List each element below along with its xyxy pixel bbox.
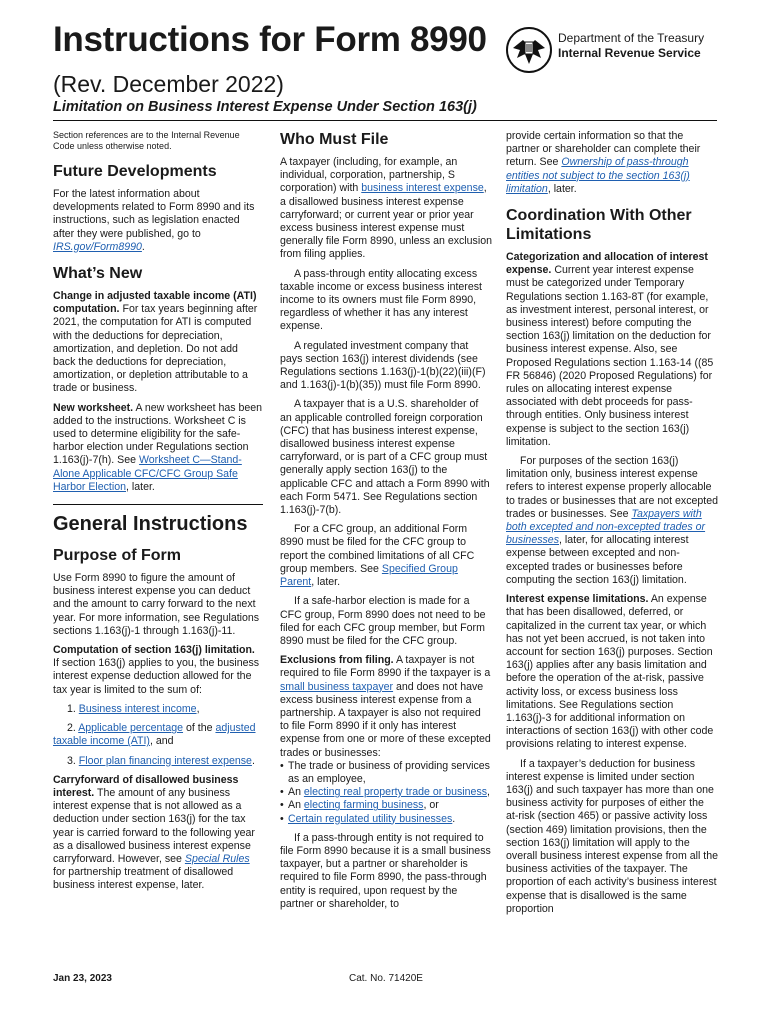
list-item: 1. Business interest income,	[67, 702, 200, 715]
regulated-utility-link[interactable]: Certain regulated utility businesses	[288, 812, 453, 825]
department-name: Department of the Treasury	[558, 31, 705, 45]
list-item: • Certain regulated utility businesses.	[280, 813, 492, 826]
continued-paragraph: provide certain information so that the partner or shareholder can complete their return. See Ownership of pass-through entities not subject to the section 163(j) limitation, later.	[506, 130, 701, 195]
electing-real-property-link[interactable]: electing real property trade or business	[303, 786, 488, 799]
catalog-number: Cat. No. 71420E	[349, 973, 423, 984]
section-references-note: Section references are to the Internal Revenue Code unless otherwise noted.	[53, 130, 240, 151]
pass-through-paragraph: A pass-through entity allocating excess taxable income or excess business interest income to its owners must file Form 8990, regardless of whether it has any interest expense.	[280, 267, 482, 333]
revision-date: (Rev. December 2022)	[53, 71, 284, 97]
carryforward-paragraph: Carryforward of disallowed business interest. The amount of any business interest expense that is not allowed as a deduction under section 163(j) for the tax year is carried forward to the following year as a disallowed business interest expense carryforward. However, see Special Rules for partnership treatment of disallowed business interest expense, later.	[53, 773, 255, 892]
new-worksheet-paragraph: New worksheet. A new worksheet has been added to the instructions. Worksheet C is used to determine eligibility for the safe-harbor election under Regulations section 1.163(j)-7(h). See Worksheet C—Stand-Alone Applicable CFC/CFC Group Safe Harbor Election, later.	[53, 401, 263, 493]
excepted-businesses-list	[280, 760, 492, 826]
footer-date: Jan 23, 2023	[53, 973, 112, 984]
list-item: 3. Floor plan financing interest expense.	[67, 754, 255, 767]
business-interest-expense-link[interactable]: business interest expense	[361, 182, 484, 195]
header-rule	[53, 120, 717, 121]
business-interest-income-link[interactable]: Business interest income	[78, 702, 197, 715]
business-interest-purpose-paragraph: For purposes of the section 163(j) limitation only, business interest expense refers to interest expense properly allocable to trades or businesses that are not excepted trades or businesses. See Taxpayers with both excepted and non-excepted trades or businesses, later, for allocating interest expense between excepted and non-excepted trades or businesses before computing the section 163(j) limitation.	[506, 455, 719, 586]
purpose-of-form-heading: Purpose of Form	[53, 547, 182, 565]
applicable-percentage-link[interactable]: Applicable percentage	[78, 722, 184, 735]
general-instructions-heading: General Instructions	[53, 504, 263, 536]
column-2	[280, 130, 492, 917]
list-item: 2. Applicable percentage of the adjusted taxable income (ATI), and	[53, 722, 256, 748]
purpose-text: Use Form 8990 to figure the amount of business interest expense you can deduct and the amount to carry forward to the next year. For more information, see Regulations sections 1.163(j)-1 through 1.163(j)-11.	[53, 572, 260, 637]
exclusions-paragraph: Exclusions from filing. A taxpayer is not required to file Form 8990 if the taxpayer is a small business taxpayer and does not have excess business interest expense from a partnership. A taxpayer is also not required to file Form 8990 if it only has interest expense from one or more of these excepted trades or businesses:	[280, 654, 491, 759]
column-1	[53, 130, 263, 899]
list-item: • An electing farming business, or	[280, 799, 492, 812]
categorization-paragraph: Categorization and allocation of interest expense. Current year interest expense must be categorized under Temporary Regulations section 1.163-8T (for example, as investment interest, personal interest, or business interest) before computing the section 163(j) limitation on the deduction for business interest expense. Also, see Proposed Regulations section 1.163-14 ((85 FR 56846) (2020 Proposed Regulations) for rules on allocating interest expense associated with debt proceeds for pass-through entities. Only business interest expense is subject to the section 163(j) limitation.	[506, 251, 714, 448]
agency-name: Internal Revenue Service	[558, 46, 701, 60]
future-developments-text: For the latest information about developments related to Form 8990 and its instructions, such as legislation enacted after they were published, go to IRS.gov/Form8990.	[53, 188, 255, 253]
list-item: • An electing real property trade or business,	[280, 786, 492, 799]
who-paragraph: A taxpayer (including, for example, an individual, corporation, partnership, S corporation) with business interest expense, a disallowed business interest expense carryforward; or current year or prior year excess business interest expense must generally file Form 8990, unless an exclusion from filing applies.	[280, 156, 492, 261]
electing-farming-link[interactable]: electing farming business	[303, 799, 424, 812]
multiple-activities-paragraph: If a taxpayer’s deduction for business interest expense is limited under section 163(j) and such taxpayer has more than one business activity for purposes of either the at-risk (section 465) or passive activity loss (section 469) limitation provisions, then the section 163(j) limitation will apply to the overall business interest expense from all the business activities of the taxpayer. The proportion of each activity’s business interest expense that is disallowed is the same proportion	[506, 757, 718, 915]
list-item: • The trade or business of providing services as an employee,	[280, 760, 492, 786]
column-3	[506, 130, 718, 922]
coordination-heading: Coordination With Other Limitations	[506, 207, 692, 244]
small-business-taxpayer-link[interactable]: small business taxpayer	[280, 680, 394, 693]
ati-link[interactable]: adjusted taxable income (ATI)	[53, 722, 256, 748]
interest-limitations-paragraph: Interest expense limitations. An expense that has been disallowed, deferred, or capitalized in the current tax year, or which has not yet been accrued, is not taken into account for section 163(j) purposes. Section 163(j) applies after any basis limitation and before the operation of the at-risk, passive activity loss, or excess business loss limitations. See Regulations section 1.163(j)-3 for additional information on interactions of section 163(j) with other code provisions relating to interest expense.	[506, 593, 714, 751]
agency-block	[558, 31, 704, 61]
specified-group-parent-link[interactable]: Specified Group Parent	[280, 562, 458, 589]
special-rules-link[interactable]: Special Rules	[184, 852, 250, 865]
ati-paragraph: Change in adjusted taxable income (ATI) computation. For tax years beginning after 2021, the computation for ATI is computed with the deductions for depreciation, amortization, and depletion. Do not add back the deductions for depreciation, amortization, or depletion attributable to a trade or business.	[53, 290, 258, 395]
excepted-trades-link[interactable]: Taxpayers with both excepted and non-excepted trades or businesses	[506, 507, 706, 547]
cfc-paragraph: A taxpayer that is a U.S. shareholder of an applicable controlled foreign corporation (CFC) that has business interest expense, disallowed business interest expense carryforward, or is part of a CFC group must generally apply section 163(j) to the applicable CFC and attach a Form 8990 with each Form 5471. See Regulations section 1.163(j)-7(b).	[280, 398, 490, 517]
limitation-list	[53, 703, 263, 768]
safe-harbor-paragraph: If a safe-harbor election is made for a CFC group, Form 8990 does not need to be filed for each CFC group member, but Form 8990 must be filed for the CFC group.	[280, 595, 486, 647]
whats-new-heading: What’s New	[53, 265, 143, 283]
ric-paragraph: A regulated investment company that pays section 163(j) interest dividends (see Regulations sections 1.163(j)-1(b)(22)(iii)(F) and 1.163(j)-1(b)(35)) must file Form 8990.	[280, 339, 486, 392]
page-title: Instructions for Form 8990	[53, 20, 487, 59]
irs-form-link[interactable]: IRS.gov/Form8990	[53, 240, 142, 253]
floor-plan-link[interactable]: Floor plan financing interest expense	[78, 754, 252, 767]
computation-paragraph: Computation of section 163(j) limitation. If section 163(j) applies to you, the business interest expense deduction allowed for the tax year is limited to the sum of:	[53, 644, 260, 696]
ownership-pass-through-link[interactable]: Ownership of pass-through entities not subject to the section 163(j) limitation	[506, 156, 690, 195]
irs-eagle-logo-icon	[505, 26, 553, 74]
who-must-file-heading: Who Must File	[280, 131, 389, 148]
cfc-group-paragraph: For a CFC group, an additional Form 8990 must be filed for the CFC group to report the combined limitations of all CFC group members. See Specified Group Parent, later.	[280, 523, 475, 589]
pass-through-request-paragraph: If a pass-through entity is not required to file Form 8990 because it is a small business taxpayer, but a partner or shareholder is required to file Form 8990, the pass-through entity is required, upon request by the partner or shareholder, to	[280, 831, 491, 910]
worksheet-c-link[interactable]: Worksheet C—Stand-Alone Applicable CFC/CFC Group Safe Harbor Election	[53, 454, 242, 493]
future-developments-heading: Future Developments	[53, 163, 217, 180]
page-subtitle: Limitation on Business Interest Expense Under Section 163(j)	[53, 99, 477, 115]
